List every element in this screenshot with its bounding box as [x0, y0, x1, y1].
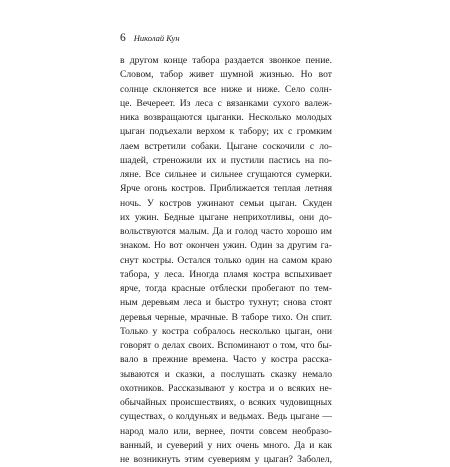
page-header: [120, 31, 180, 45]
page-number: 6: [120, 32, 126, 44]
text-line: шадей, стреножили их и пустили пастись на по-: [120, 154, 332, 166]
text-line: солнце склоняется все ниже и ниже. Село солн-: [120, 83, 332, 95]
text-line: Только у костра собралось несколько цыган, они: [120, 325, 332, 337]
text-line: ным деревьям леса и быстро тухнут; снова стоят: [120, 297, 332, 309]
text-line: охотников. Рассказывают у костра и о всяких не-: [120, 382, 332, 394]
text-line: лаем встретили собаки. Цыгане соскочили с ло-: [120, 140, 332, 152]
text-line: ванный, и суеверий у них очень много. Да и как: [120, 439, 332, 451]
text-line: существах, о колдуньях и ведьмах. Ведь цыгане —: [120, 411, 332, 423]
text-line: их ужин. Бедные цыгане неприхотливы, они до-: [120, 211, 332, 223]
text-line: це. Вечереет. Из леса с вязанками сухого валеж-: [120, 97, 332, 109]
text-line: зываются и сказки, а послушать сказку немало: [120, 368, 332, 380]
text-line: говорят о делах своих. Вспоминают о том, что бы-: [120, 340, 332, 351]
text-line: народ мало или, вернее, почти совсем необразо-: [120, 425, 332, 437]
text-line: в другом конце табора раздается звонкое пение.: [120, 55, 332, 66]
body-text: [120, 54, 332, 467]
text-line: ночь. У костров ужинают семьи цыган. Скуден: [120, 197, 332, 209]
text-line: цыган подъехали верхом к табору; их с громким: [120, 126, 332, 138]
text-line: вало в прежние времена. Часто у костра расска-: [120, 354, 332, 366]
running-head-author: Николай Кун: [133, 33, 180, 43]
text-line: табора, у леса. Иногда пламя костра вспыхивает: [120, 268, 332, 280]
text-line: вольствуются малым. Да и голод часто хорошо им: [120, 226, 332, 237]
text-line: знаком. Но вот окончен ужин. Один за другим га-: [120, 240, 332, 252]
text-line: деревья черные, мрачные. В таборе тихо. Он спит.: [120, 311, 332, 323]
text-line: не возникнуть этим суевериям у цыган? Заболел,: [120, 454, 332, 465]
text-line: Ярче огонь костров. Приближается теплая летняя: [120, 183, 332, 195]
text-line: снут костры. Остался только один на самом краю: [120, 254, 332, 266]
text-line: ярче, тогда красные отблески пробегают по тем-: [120, 283, 332, 294]
text-line: обычайных происшествиях, о всяких чудовищных: [120, 397, 332, 408]
text-line: ляне. Все сильнее и сильнее сгущаются сумерки.: [120, 169, 332, 180]
text-line: Словом, табор живет шумной жизнью. Но вот: [120, 69, 332, 81]
text-line: ника возвращаются цыганки. Несколько молодых: [120, 112, 332, 123]
